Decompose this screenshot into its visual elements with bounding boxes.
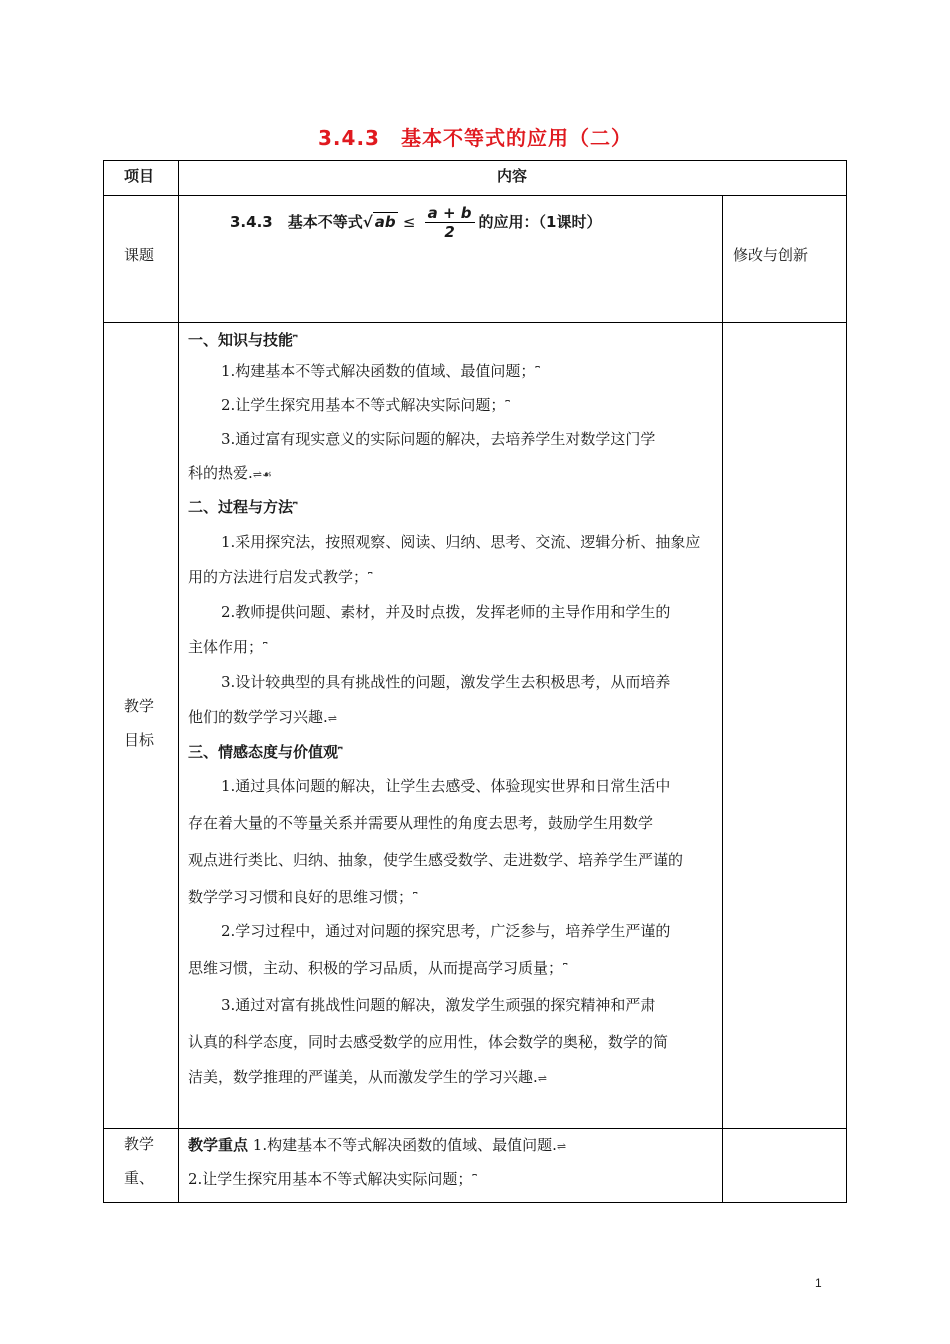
s2-item-2-cont: 主体作用；⎴ — [188, 638, 268, 656]
keypoints-label-line1: 教学 — [124, 1135, 155, 1153]
leq-symbol: ≤ — [402, 213, 416, 231]
s3-item-1-cont2: 观点进行类比、归纳、抽象，使学生感受数学、走进数学、培养学生严谨的 — [188, 851, 684, 869]
s2-item-1: 1.采用探究法，按照观察、阅读、归纳、思考、交流、逻辑分析、抽象应 — [221, 533, 701, 551]
keypoints-line1: 教学重点 1.构建基本不等式解决函数的值域、最值问题.⇌ — [188, 1136, 567, 1154]
s1-item-2: 2.让学生探究用基本不等式解决实际问题；⎴ — [221, 396, 510, 414]
s2-item-3-cont: 他们的数学学习兴趣.⇌ — [188, 708, 337, 726]
s3-item-1-cont3: 数学学习习惯和良好的思维习惯；⎴ — [188, 888, 418, 906]
keypoints-line2: 2.让学生探究用基本不等式解决实际问题；⎴ — [188, 1170, 477, 1188]
s1-item-1: 1.构建基本不等式解决函数的值域、最值问题；⎴ — [221, 362, 540, 380]
table-border-bottom — [103, 1202, 847, 1203]
s3-item-3-cont2: 洁美，数学推理的严谨美，从而激发学生的学习兴趣.⇌ — [188, 1068, 547, 1086]
table-border-objectives — [103, 1128, 847, 1129]
table-border-col1 — [178, 160, 179, 1203]
s3-item-1: 1.通过具体问题的解决，让学生去感受、体验现实世界和日常生活中 — [221, 777, 671, 795]
sqrt-expression: √ ab — [362, 213, 396, 231]
topic-prefix: 3.4.3 基本不等式 — [230, 213, 363, 231]
table-border-left — [103, 160, 104, 1203]
table-border-right — [846, 160, 847, 1203]
topic-label: 课题 — [124, 246, 155, 264]
fraction-denominator: 2 — [444, 223, 455, 241]
topic-suffix: 的应用：（1课时） — [478, 213, 602, 231]
keypoints-heading: 教学重点 — [188, 1136, 249, 1154]
s3-item-3-cont1: 认真的科学态度，同时去感受数学的应用性，体会数学的奥秘，数学的简 — [188, 1033, 669, 1051]
s1-item-3-cont: 科的热爱.⇌☙ — [188, 464, 272, 482]
header-content-label: 内容 — [497, 167, 528, 185]
objectives-label-line2: 目标 — [124, 731, 155, 749]
section-process-heading: 二、过程与方法⎴ — [188, 498, 298, 516]
page-number: 1 — [815, 1276, 822, 1290]
section-attitude-heading: 三、情感态度与价值观⎴ — [188, 743, 343, 761]
s2-item-1-cont: 用的方法进行启发式教学；⎴ — [188, 568, 373, 586]
document-title: 3.4.3 基本不等式的应用（二） — [318, 126, 632, 150]
header-item-label: 项目 — [124, 167, 155, 185]
table-border-header — [103, 195, 847, 196]
section-knowledge-heading: 一、知识与技能⎴ — [188, 331, 298, 349]
s3-item-2-cont: 思维习惯，主动、积极的学习品质，从而提高学习质量；⎴ — [188, 959, 568, 977]
table-border-col3 — [722, 195, 723, 1203]
s1-item-3: 3.通过富有现实意义的实际问题的解决，去培养学生对数学这门学 — [221, 430, 656, 448]
topic-content — [230, 200, 601, 244]
s3-item-2: 2.学习过程中，通过对问题的探究思考，广泛参与，培养学生严谨的 — [221, 922, 671, 940]
revision-label: 修改与创新 — [733, 246, 809, 264]
table-border-topic — [103, 322, 847, 323]
s2-item-3: 3.设计较典型的具有挑战性的问题，激发学生去积极思考，从而培养 — [221, 673, 671, 691]
fraction-numerator: a + b — [425, 204, 475, 223]
table-border-top — [103, 160, 847, 161]
keypoints-label-line2: 重、 — [124, 1169, 155, 1187]
s3-item-3: 3.通过对富有挑战性问题的解决，激发学生顽强的探究精神和严肃 — [221, 996, 656, 1014]
objectives-label-line1: 教学 — [124, 697, 155, 715]
s2-item-2: 2.教师提供问题、素材，并及时点拨，发挥老师的主导作用和学生的 — [221, 603, 671, 621]
sqrt-radicand: ab — [374, 213, 396, 231]
s3-item-1-cont1: 存在着大量的不等量关系并需要从理性的角度去思考，鼓励学生用数学 — [188, 814, 654, 832]
fraction — [425, 204, 475, 241]
paragraph-mark: ⎴ — [293, 335, 298, 348]
